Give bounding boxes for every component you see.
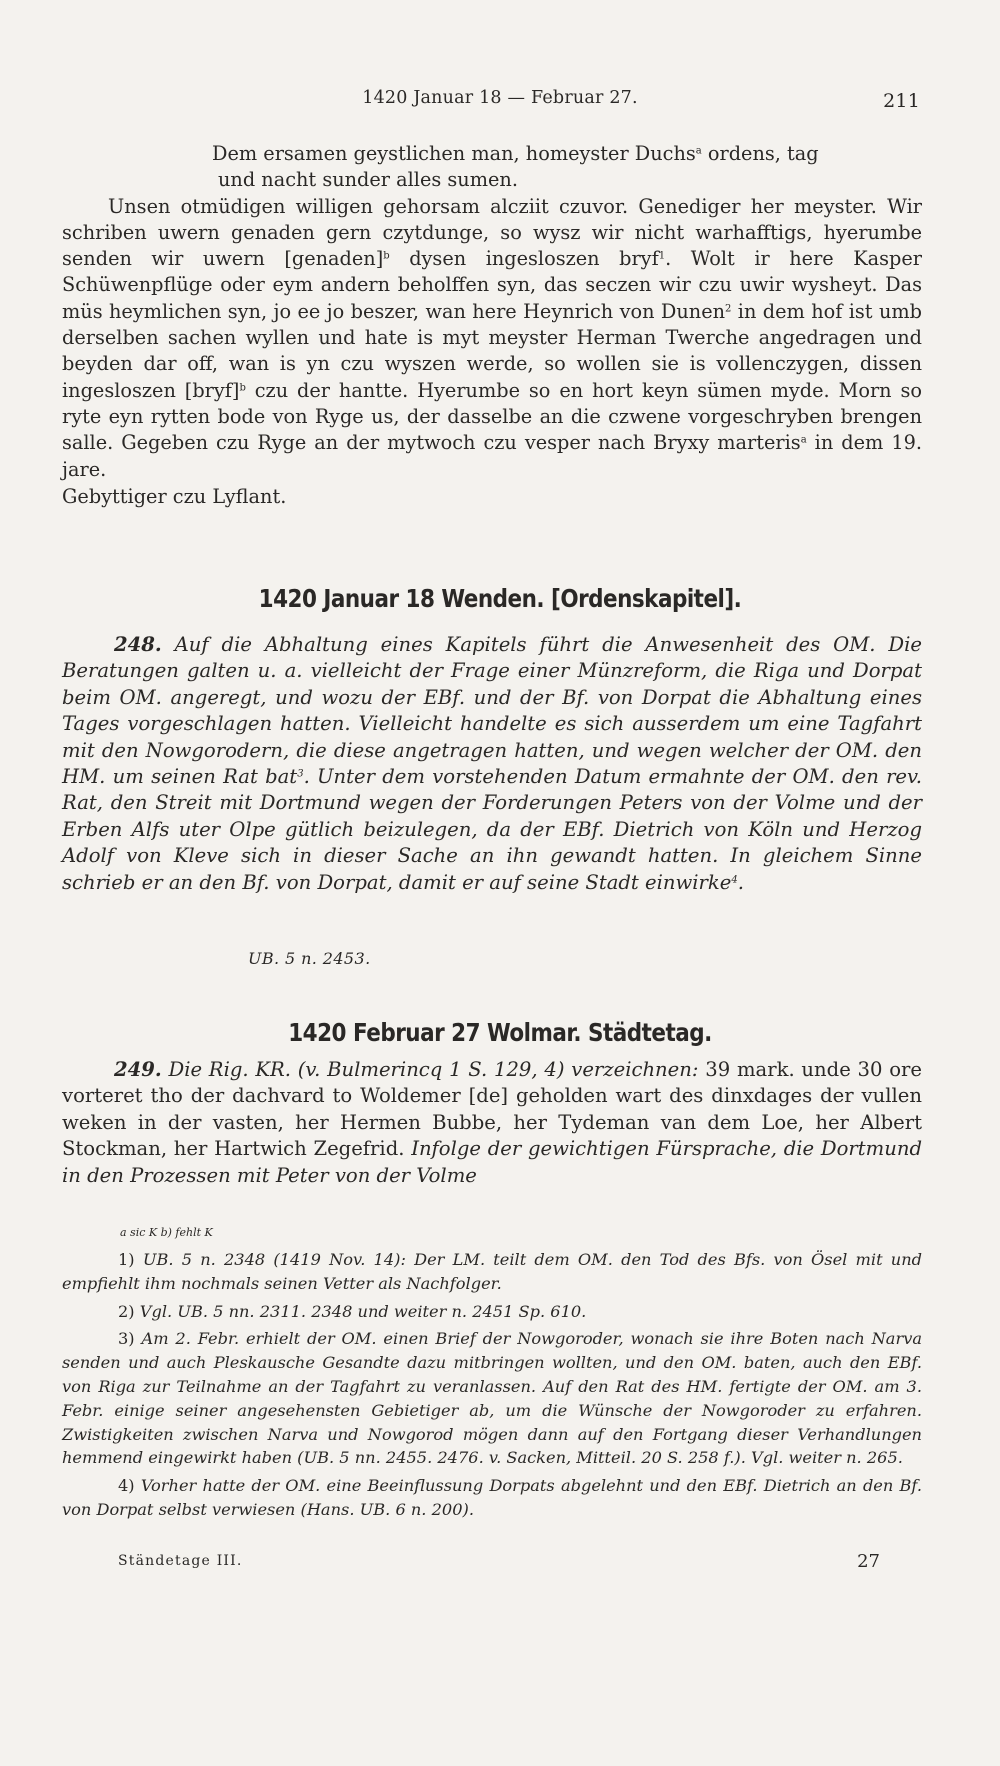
signature-mark: 27 [857,1551,880,1572]
footnote-ref-2: 2 [725,303,732,315]
regest-249 [62,1057,922,1189]
footnotes [62,1248,922,1526]
textual-notes: a sic K b) fehlt K [120,1226,213,1239]
footnote-ref-4: 4 [731,874,738,886]
footnote-marker: 3) [118,1329,135,1349]
regest-text: . [737,870,744,894]
footnote-ref-1: 1 [658,250,666,262]
letter-body-part: . Wolt ir here Kasper Schüwenpflüge oder eym andern beholffen syn, das seczen wir czu uwir wysheyt. Das müs heymlichen syn, jo ee jo beszer, wan here Heynrich von Dunen [62,247,923,323]
letter-address-2: und nacht sunder alles sumen. [218,168,518,192]
footnote-1 [62,1248,922,1296]
section-heading-248: 1420 Januar 18 Wenden. [Ordenskapitel]. [258,584,742,613]
regest-248 [62,632,922,896]
letter-body [62,194,922,483]
regest-text: Die Rig. KR. (v. Bulmerincq 1 S. 129, 4) verzeichnen: [161,1058,699,1081]
running-head-title: 1420 Januar 18 — Februar 27. [362,88,638,108]
footnote-marker: 2) [118,1301,135,1321]
footnote-2 [62,1300,922,1324]
letter-body-part: in dem hof ist umb derselben sachen wyllen und hate is myt meyster Herman Twerche angedragen und beyden dar off, wan is yn czu wyszen werde, so wollen sie is vollenczygen, dissen ingesloszen [bryf] [62,299,922,402]
footnote-4 [62,1474,922,1522]
regest-text: . Unter dem vorstehenden Datum ermahnte der OM. den rev. Rat, den Streit mit Dortmund wegen der Forderungen Peters von der Volme und der Erben Alfs uter Olpe gütlich beizulegen, da der EBf. Dietrich von Köln und Herzog Adolf von Kleve sich in dieser Sache an ihn gewandt hatten. In gleichem Sinne schrieb er an den Bf. von Dorpat, damit er auf seine Stadt einwirke [62,765,922,894]
footnote-text: UB. 5 n. 2348 (1419 Nov. 14): Der LM. teilt dem OM. den Tod des Bfs. von Ösel mit und empfiehlt ihm nochmals seinen Vetter als Nachfolger. [62,1250,922,1293]
letter-text [62,141,922,510]
regest-248-text [62,632,922,896]
address-line-1b: ordens, tag [701,142,819,165]
note-marker-b: b [239,382,246,394]
footnote-text: Vgl. UB. 5 nn. 2311. 2348 und weiter n. 2451 Sp. 610. [139,1301,587,1321]
footnote-text: Vorher hatte der OM. eine Beeinflussung Dorpats abgelehnt und den EBf. Dietrich an den Bf. von Dorpat selbst verwiesen (Hans. UB. 6 n. 200). [62,1476,922,1519]
regest-text: Auf die Abhaltung eines Kapitels führt die Anwesenheit des OM. Die Beratungen galten u. a. vielleicht der Frage einer Münzreform, die Riga und Dorpat beim OM. angeregt, und wozu der EBf. und der Bf. von Dorpat die Abhaltung eines Tages vorgeschlagen hatten. Vielleicht handelte es sich ausserdem um eine Tagfahrt mit den Nowgorodern, die diese angetragen hatten, und wegen welcher der OM. den HM. um seinen Rat bat [62,633,922,789]
note-marker-a: a [695,145,702,157]
letter-body-part: dysen ingesloszen bryf [389,247,659,271]
section-heading-249: 1420 Februar 27 Wolmar. Städtetag. [288,1018,712,1047]
running-head [0,84,1000,114]
note-marker-a: a [800,434,807,446]
footnote-3 [62,1327,922,1470]
footnote-ref-3: 3 [297,768,304,780]
footnote-marker: 4) [118,1476,135,1496]
footnote-text: Am 2. Febr. erhielt der OM. einen Brief der Nowgoroder, wonach sie ihre Boten nach Narva senden und auch Pleskausche Gesandte dazu mitbringen wollten, und den OM. baten, auch den EBf. von Riga zur Teilnahme an der Tagfahrt zu veranlassen. Auf den Rat des HM. fertigte der OM. am 3. Febr. einige seiner angesehensten Gebietiger ab, um die Wünsche der Nowgoroder zu erfahren. Zwistigkeiten zwischen Narva und Nowgorod mögen dann auf den Fortgang dieser Verhandlungen hemmend eingewirkt haben (UB. 5 nn. 2455. 2476. v. Sacken, Mitteil. 20 S. 258 f.). Vgl. weiter n. 265. [62,1329,922,1468]
letter-address [62,141,922,167]
entry-number: 249. [114,1058,162,1081]
entry-number: 248. [114,633,162,656]
regest-text: Infolge der gewichtigen Fürsprache, die Dortmund in den Prozessen mit Peter von der Volme [62,1137,922,1187]
address-line-1: Dem ersamen geystlichen man, homeyster Duchs [212,142,696,165]
letter-body-part: in dem 19. jare. [62,431,922,481]
letter-signature: Gebyttiger czu Lyflant. [62,484,287,508]
regest-249-text [62,1057,922,1189]
page-number: 211 [883,90,920,112]
source-reference: UB. 5 n. 2453. [248,949,371,968]
quoted-source-text: 39 mark. unde 30 ore vorteret tho der dachvard to Woldemer [de] geholden wart des dinxdages der vullen weken in der vasten, her Hermen Bubbe, her Tydeman van dem Loe, her Albert Stockman, her Hartwich Zegefrid. [62,1058,922,1161]
letter-body-part: czu der hantte. Hyerumbe so en hort keyn sümen myde. Morn so ryte eyn rytten bode von Ryge us, der dasselbe an die czwene vorgeschryben brengen salle. Gegeben czu Ryge an der mytwoch czu vesper nach Bryxy marteris [62,378,922,455]
footnote-marker: 1) [118,1250,135,1269]
page-footer [118,1551,880,1572]
note-marker-b: b [383,250,390,262]
letter-body-part: Unsen otmüdigen willigen gehorsam alcziit czuvor. Genediger her meyster. Wir schriben uwern genaden gern czytdunge, so wysz wir nicht warhafftigs, hyerumbe senden wir uwern [genaden] [62,194,922,271]
volume-title: Ständetage III. [118,1553,243,1569]
